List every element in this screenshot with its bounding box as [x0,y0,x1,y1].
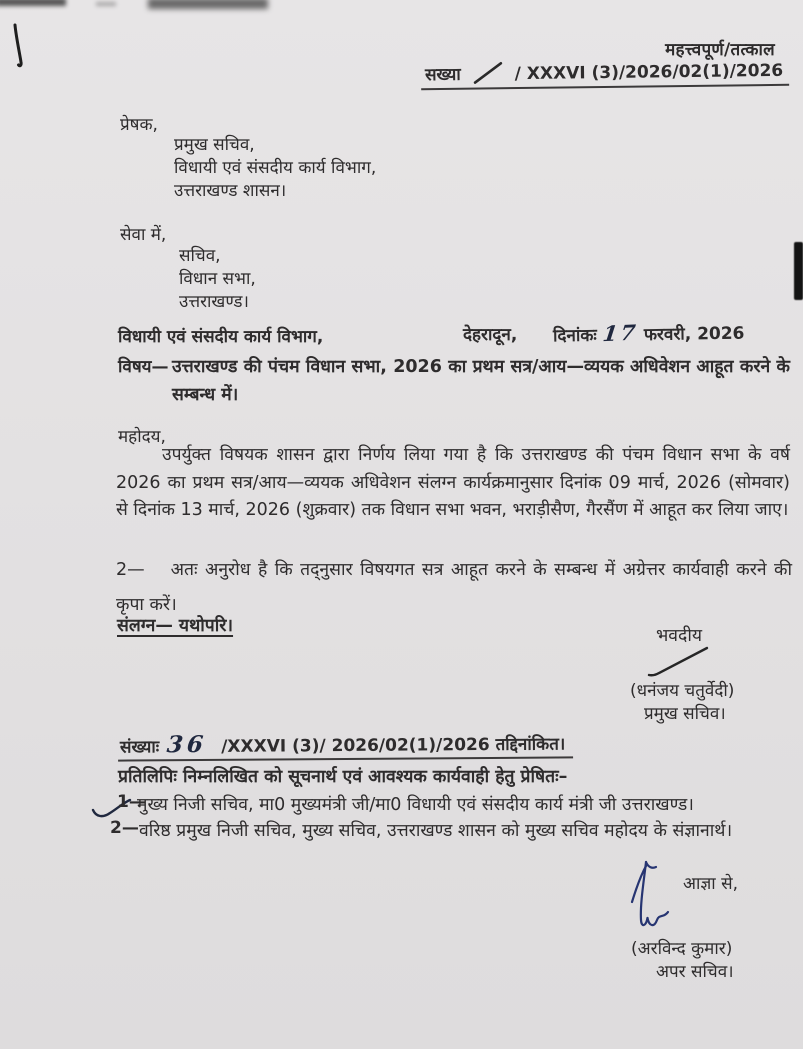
recipient-line: विधान सभा, [179,269,256,289]
pen-mark [10,22,30,72]
valediction: भवदीय [656,626,703,646]
ref-label: सख्या [424,64,461,86]
sender-line: प्रमुख सचिव, [174,135,255,155]
item-number: 2— [110,818,139,838]
sender-line: उत्तराखण्ड शासन। [174,181,287,201]
recipient-address [179,245,256,314]
by-order-text: आज्ञा से, [683,874,738,894]
scan-smudge [96,2,116,6]
recipient-line: उत्तराखण्ड। [179,292,249,312]
distribution-item: मुख्य निजी सचिव, मा0 मुख्यमंत्री जी/मा0 विधायी एवं संसदीय कार्य मंत्री जी उत्तराखण्ड। [137,795,694,815]
recipient-line: सचिव, [179,246,221,266]
enclosure-note: संलग्न— यथोपरि। [117,616,234,636]
handwritten-serial-number: 36 [165,730,209,759]
department-name: विधायी एवं संसदीय कार्य विभाग, [118,327,324,347]
signature-stroke [646,644,712,678]
recipient-label: सेवा में, [120,225,167,245]
paragraph-number: 2— [116,560,145,580]
signatory-name: (धनंजय चतुर्वेदी) [630,681,735,701]
endorsement-number-label: संख्याः [119,737,160,758]
sender-label: प्रेषक, [120,115,158,135]
reference-number-line [421,57,790,90]
scan-edge-mark [794,242,803,300]
item-number: 1— [117,792,146,812]
handwritten-date-day: 17 [601,319,640,347]
scan-smudge [0,0,66,6]
date-label: दिनांकः [552,325,597,347]
distribution-item: वरिष्ठ प्रमुख निजी सचिव, मुख्य सचिव, उत्तराखण्ड शासन को मुख्य सचिव महोदय के संज्ञानार्थ। [139,821,733,841]
date-line [553,319,745,347]
handwritten-slash [471,60,503,84]
date-rest: फरवरी, 2026 [643,323,745,346]
salutation: महोदय, [118,427,166,447]
subject-text: उत्तराखण्ड की पंचम विधान सभा, 2026 का प्रथम सत्र/आय—व्ययक अधिवेशन आहूत करने के सम्बन्ध में। [172,357,790,405]
paragraph-text: अतः अनुरोध है कि तद्नुसार विषयगत सत्र आहूत करने के सम्बन्ध में अग्रेत्तर कार्यवाही करने की कृपा करें। [116,560,792,615]
signatory-designation: प्रमुख सचिव। [644,704,726,724]
scan-smudge [148,0,268,9]
footer-signatory-name: (अरविन्द कुमार) [631,939,733,959]
ref-number: / XXXVI (3)/2026/02(1)/2026 [514,60,784,85]
sender-address [174,134,376,203]
blue-ink-signature [620,858,684,940]
body-paragraph-1: उपर्युक्त विषयक शासन द्वारा निर्णय लिया गया है कि उत्तराखण्ड की पंचम विधान सभा के वर्ष 2026 का प्रथम सत्र/आय—व्ययक अधिवेशन संलग्न कार्यक्रमानुसार दिनांक 09 मार्च, 2026 (सोमवार) से दिनांक 13 मार्च, 2026 (शुक्रवार) तक विधान सभा भवन, भराड़ीसैण, गैरसैंण में आहूत कर लिया जाए। [116,445,790,520]
priority-marking: महत्त्वपूर्ण/तत्काल [665,40,775,60]
copy-distribution-line: प्रतिलिपिः निम्नलिखित को सूचनार्थ एवं आवश्यक कार्यवाही हेतु प्रेषितः– [118,767,568,787]
footer-signatory-designation: अपर सचिव। [656,962,734,982]
endorsement-number-line [118,731,574,761]
subject-label: विषय— [118,357,169,377]
sender-line: विधायी एवं संसदीय कार्य विभाग, [174,158,377,178]
endorsement-number-rest: /XXXVI (3)/ 2026/02(1)/2026 तद्दिनांकित। [221,734,566,757]
place: देहरादून, [463,325,518,345]
